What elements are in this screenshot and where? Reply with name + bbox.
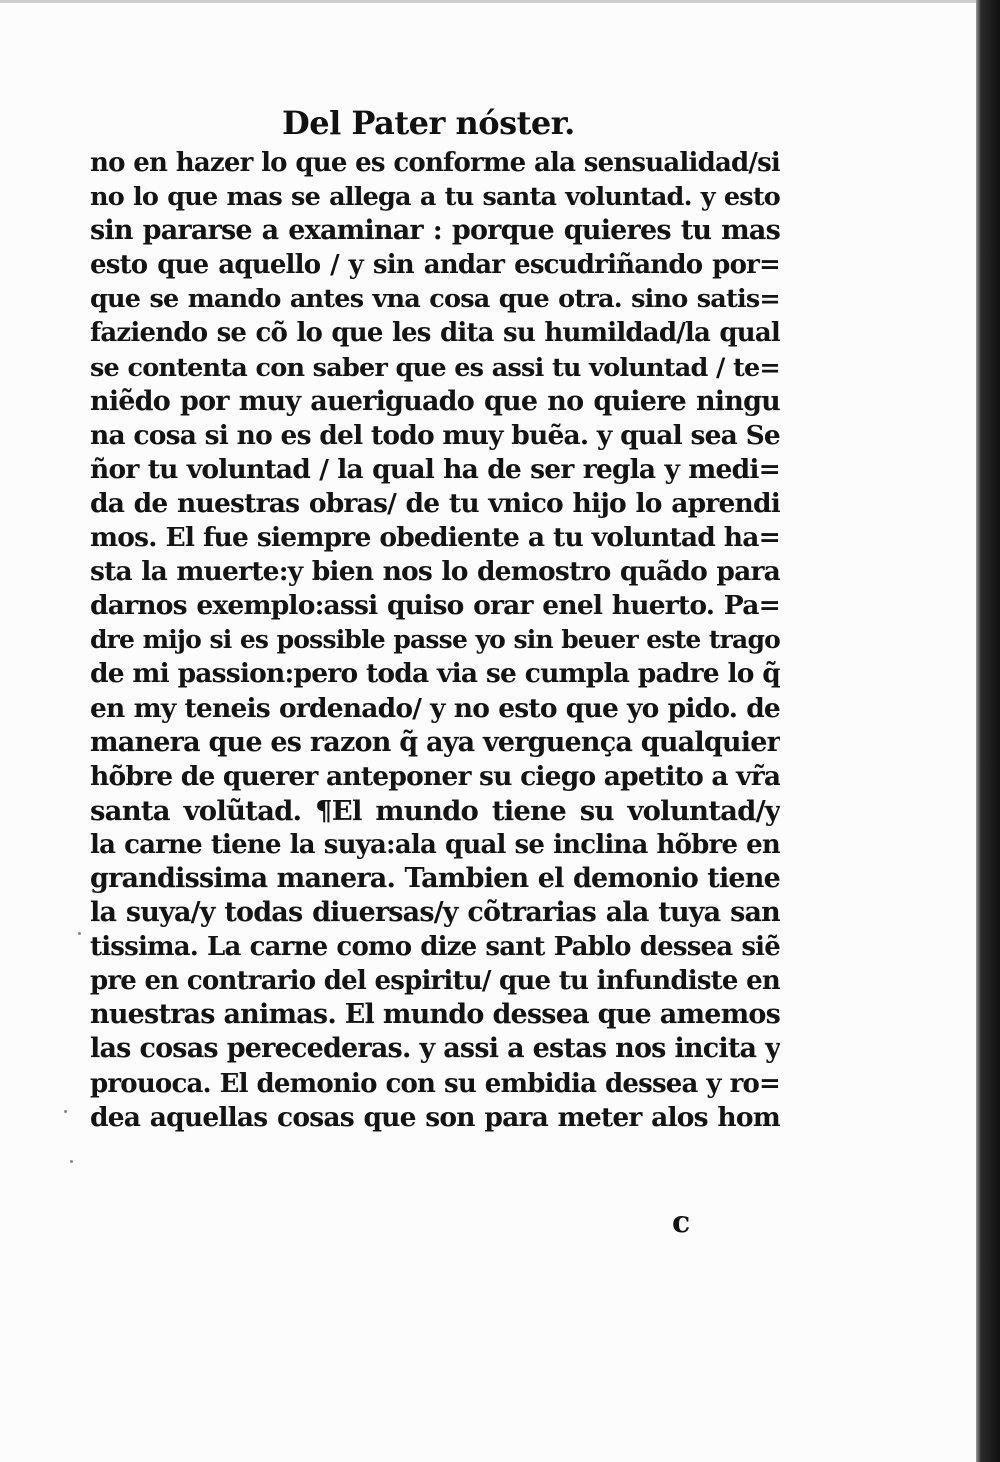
text-line: faziendo se cõ lo que les dita su humildad/la qual — [90, 318, 780, 349]
text-line: las cosas perecederas. y assi a estas nos incita y — [90, 1033, 780, 1065]
text-line: nuestras animas. El mundo dessea que amemos — [90, 999, 780, 1031]
margin-speck — [70, 1160, 73, 1163]
margin-speck — [78, 932, 81, 935]
margin-speck — [64, 1110, 67, 1113]
text-line: dre mijo si es possible passe yo sin beuer este trago — [90, 625, 780, 655]
text-line: no en hazer lo que es conforme ala sensualidad/si — [90, 148, 780, 178]
text-line: mos. El fue siempre obediente a tu voluntad ha= — [90, 522, 780, 554]
text-line: pre en contrario del espiritu/ que tu infundiste en — [90, 966, 780, 997]
text-line: que se mando antes vna cosa que otra. sino satis= — [90, 284, 780, 315]
text-line: prouoca. El demonio con su embidia dessea y ro= — [90, 1068, 780, 1099]
running-head: Del Pater nóster. — [282, 104, 575, 142]
signature-mark: c — [672, 1205, 691, 1240]
text-line: dea aquellas cosas que son para meter alos hom — [90, 1101, 780, 1133]
text-line: ñor tu voluntad / la qual ha de ser regla y medi= — [90, 453, 780, 485]
text-line: sta la muerte:y bien nos lo demostro quãdo para — [90, 556, 780, 588]
text-line: esto que aquello / y sin andar escudriñando por= — [90, 250, 780, 281]
text-line: niẽdo por muy aueriguado que no quiere ningu — [90, 385, 780, 417]
scan-right-edge — [976, 0, 1000, 1462]
text-block — [90, 100, 780, 1135]
text-line: santa volũtad. ¶El mundo tiene su voluntad/y — [90, 794, 780, 827]
text-line: grandissima manera. Tambien el demonio tiene — [90, 862, 780, 894]
text-line: se contenta con saber que es assi tu voluntad / te= — [90, 352, 780, 383]
text-line: da de nuestras obras/ de tu vnico hijo lo aprendi — [90, 487, 780, 519]
text-line: tissima. La carne como dize sant Pablo dessea siẽ — [90, 932, 780, 963]
text-line: en my teneis ordenado/ y no esto que yo pido. de — [90, 692, 780, 724]
text-line: sin pararse a examinar : porque quieres tu mas — [90, 215, 780, 247]
text-line: hõbre de querer anteponer su ciego apetito a vr̃a — [90, 760, 780, 792]
text-line: de mi passion:pero toda via se cumpla padre lo q̃ — [90, 658, 780, 690]
text-line: la carne tiene la suya:ala qual se inclina hõbre en — [90, 829, 780, 860]
text-line: manera que es razon q̃ aya verguença qualquier — [90, 726, 780, 758]
text-line: na cosa si no es del todo muy buẽa. y qual sea Se — [90, 419, 780, 451]
text-line: la suya/y todas diuersas/y cõtrarias ala tuya san — [90, 897, 780, 929]
text-line: darnos exemplo:assi quiso orar enel huerto. Pa= — [90, 590, 780, 622]
scan-top-edge — [0, 0, 1000, 3]
text-line: no lo que mas se allega a tu santa voluntad. y esto — [90, 182, 780, 213]
body-text — [90, 146, 780, 1135]
